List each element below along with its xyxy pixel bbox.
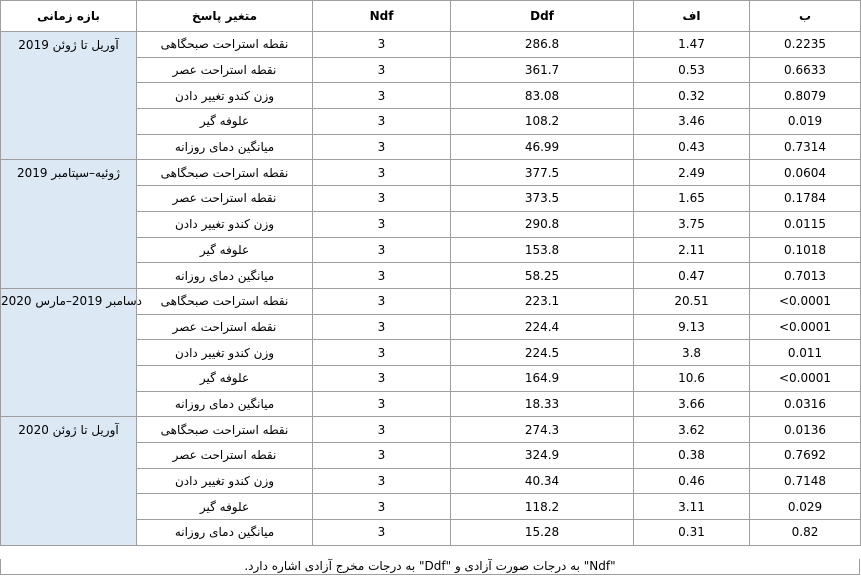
ddf-cell: 15.28 [451, 520, 634, 546]
p-value-cell: 0.029 [750, 494, 861, 520]
f-value-cell: 3.8 [634, 340, 750, 366]
ndf-cell: 3 [313, 443, 451, 469]
period-label: آوریل تا ژوئن 2019 [1, 32, 137, 58]
f-value-cell: 20.51 [634, 288, 750, 314]
f-value-cell: 0.47 [634, 263, 750, 289]
period-label: دسامبر 2019–مارس 2020 [1, 288, 137, 314]
ndf-cell: 3 [313, 186, 451, 212]
table-row [1, 32, 861, 58]
response-variable-cell: نقطه استراحت عصر [137, 314, 313, 340]
p-value-cell: 0.011 [750, 340, 861, 366]
ddf-cell: 224.4 [451, 314, 634, 340]
p-value-cell: 0.019 [750, 109, 861, 135]
ndf-cell: 3 [313, 340, 451, 366]
table-row [1, 83, 861, 109]
response-variable-cell: نقطه استراحت صبحگاهی [137, 32, 313, 58]
period-cell [1, 109, 137, 135]
p-value-cell: 0.0136 [750, 417, 861, 443]
header-f: اف [634, 1, 750, 32]
f-value-cell: 2.49 [634, 160, 750, 186]
response-variable-cell: نقطه استراحت عصر [137, 186, 313, 212]
table-row [1, 57, 861, 83]
header-ddf: Ddf [451, 1, 634, 32]
header-row [1, 1, 861, 32]
period-cell [1, 468, 137, 494]
ddf-cell: 58.25 [451, 263, 634, 289]
ndf-cell: 3 [313, 494, 451, 520]
ndf-cell: 3 [313, 237, 451, 263]
table-row [1, 263, 861, 289]
p-value-cell: 0.1018 [750, 237, 861, 263]
f-value-cell: 0.31 [634, 520, 750, 546]
ddf-cell: 46.99 [451, 134, 634, 160]
p-value-cell: 0.82 [750, 520, 861, 546]
ddf-cell: 153.8 [451, 237, 634, 263]
ndf-cell: 3 [313, 365, 451, 391]
header-period: بازه زمانی [1, 1, 137, 32]
response-variable-cell: علوفه گیر [137, 237, 313, 263]
period-cell [1, 520, 137, 546]
table-row [1, 160, 861, 186]
f-value-cell: 0.46 [634, 468, 750, 494]
period-cell [1, 211, 137, 237]
period-cell [1, 134, 137, 160]
table-row [1, 314, 861, 340]
ndf-cell: 3 [313, 32, 451, 58]
p-value-cell: <0.0001 [750, 365, 861, 391]
response-variable-cell: میانگین دمای روزانه [137, 391, 313, 417]
ndf-cell: 3 [313, 391, 451, 417]
response-variable-cell: علوفه گیر [137, 109, 313, 135]
response-variable-cell: علوفه گیر [137, 494, 313, 520]
period-label: آوریل تا ژوئن 2020 [1, 417, 137, 443]
response-variable-cell: وزن کندو تغییر دادن [137, 468, 313, 494]
period-cell [1, 186, 137, 212]
ddf-cell: 224.5 [451, 340, 634, 366]
table-row [1, 109, 861, 135]
ddf-cell: 274.3 [451, 417, 634, 443]
ndf-cell: 3 [313, 57, 451, 83]
table-row [1, 520, 861, 546]
f-value-cell: 0.32 [634, 83, 750, 109]
table-row [1, 417, 861, 443]
response-variable-cell: نقطه استراحت عصر [137, 57, 313, 83]
p-value-cell: 0.7013 [750, 263, 861, 289]
p-value-cell: 0.6633 [750, 57, 861, 83]
f-value-cell: 2.11 [634, 237, 750, 263]
header-p: ب [750, 1, 861, 32]
period-cell [1, 494, 137, 520]
p-value-cell: <0.0001 [750, 314, 861, 340]
f-value-cell: 0.38 [634, 443, 750, 469]
f-value-cell: 3.11 [634, 494, 750, 520]
f-value-cell: 10.6 [634, 365, 750, 391]
table-row [1, 340, 861, 366]
ndf-cell: 3 [313, 134, 451, 160]
header-variable: متغیر پاسخ [137, 1, 313, 32]
response-variable-cell: نقطه استراحت صبحگاهی [137, 160, 313, 186]
table-row [1, 186, 861, 212]
p-value-cell: 0.1784 [750, 186, 861, 212]
response-variable-cell: میانگین دمای روزانه [137, 520, 313, 546]
ddf-cell: 118.2 [451, 494, 634, 520]
p-value-cell: 0.8079 [750, 83, 861, 109]
f-value-cell: 1.65 [634, 186, 750, 212]
footnote: "Ndf" به درجات صورت آزادی و "Ddf" به درجات مخرج آزادی اشاره دارد. [0, 559, 860, 575]
table-row [1, 237, 861, 263]
p-value-cell: <0.0001 [750, 288, 861, 314]
response-variable-cell: وزن کندو تغییر دادن [137, 340, 313, 366]
period-label: ژوئیه–سپتامبر 2019 [1, 160, 137, 186]
f-value-cell: 9.13 [634, 314, 750, 340]
table-row [1, 134, 861, 160]
table-row [1, 365, 861, 391]
period-cell [1, 263, 137, 289]
p-value-cell: 0.7148 [750, 468, 861, 494]
f-value-cell: 3.75 [634, 211, 750, 237]
p-value-cell: 0.7692 [750, 443, 861, 469]
period-cell [1, 443, 137, 469]
f-value-cell: 0.53 [634, 57, 750, 83]
response-variable-cell: نقطه استراحت عصر [137, 443, 313, 469]
ddf-cell: 361.7 [451, 57, 634, 83]
ddf-cell: 223.1 [451, 288, 634, 314]
f-value-cell: 1.47 [634, 32, 750, 58]
ndf-cell: 3 [313, 109, 451, 135]
f-value-cell: 3.46 [634, 109, 750, 135]
ndf-cell: 3 [313, 468, 451, 494]
ndf-cell: 3 [313, 520, 451, 546]
period-cell [1, 83, 137, 109]
table-row [1, 468, 861, 494]
table-row [1, 211, 861, 237]
ndf-cell: 3 [313, 211, 451, 237]
response-variable-cell: وزن کندو تغییر دادن [137, 83, 313, 109]
ddf-cell: 108.2 [451, 109, 634, 135]
response-variable-cell: نقطه استراحت صبحگاهی [137, 417, 313, 443]
table-row [1, 443, 861, 469]
p-value-cell: 0.7314 [750, 134, 861, 160]
ddf-cell: 377.5 [451, 160, 634, 186]
p-value-cell: 0.2235 [750, 32, 861, 58]
p-value-cell: 0.0115 [750, 211, 861, 237]
response-variable-cell: علوفه گیر [137, 365, 313, 391]
response-variable-cell: نقطه استراحت صبحگاهی [137, 288, 313, 314]
ndf-cell: 3 [313, 160, 451, 186]
table-row [1, 288, 861, 314]
ddf-cell: 18.33 [451, 391, 634, 417]
header-ndf: Ndf [313, 1, 451, 32]
ddf-cell: 324.9 [451, 443, 634, 469]
f-value-cell: 0.43 [634, 134, 750, 160]
ddf-cell: 290.8 [451, 211, 634, 237]
table-row [1, 391, 861, 417]
ndf-cell: 3 [313, 314, 451, 340]
period-cell [1, 237, 137, 263]
ndf-cell: 3 [313, 263, 451, 289]
response-variable-cell: وزن کندو تغییر دادن [137, 211, 313, 237]
response-variable-cell: میانگین دمای روزانه [137, 134, 313, 160]
p-value-cell: 0.0604 [750, 160, 861, 186]
ndf-cell: 3 [313, 288, 451, 314]
ddf-cell: 164.9 [451, 365, 634, 391]
f-value-cell: 3.66 [634, 391, 750, 417]
ndf-cell: 3 [313, 83, 451, 109]
ndf-cell: 3 [313, 417, 451, 443]
period-cell [1, 314, 137, 340]
period-cell [1, 365, 137, 391]
period-cell [1, 57, 137, 83]
ddf-cell: 286.8 [451, 32, 634, 58]
period-cell [1, 391, 137, 417]
p-value-cell: 0.0316 [750, 391, 861, 417]
f-value-cell: 3.62 [634, 417, 750, 443]
ddf-cell: 373.5 [451, 186, 634, 212]
period-cell [1, 340, 137, 366]
ddf-cell: 40.34 [451, 468, 634, 494]
ddf-cell: 83.08 [451, 83, 634, 109]
response-variable-cell: میانگین دمای روزانه [137, 263, 313, 289]
table-row [1, 494, 861, 520]
